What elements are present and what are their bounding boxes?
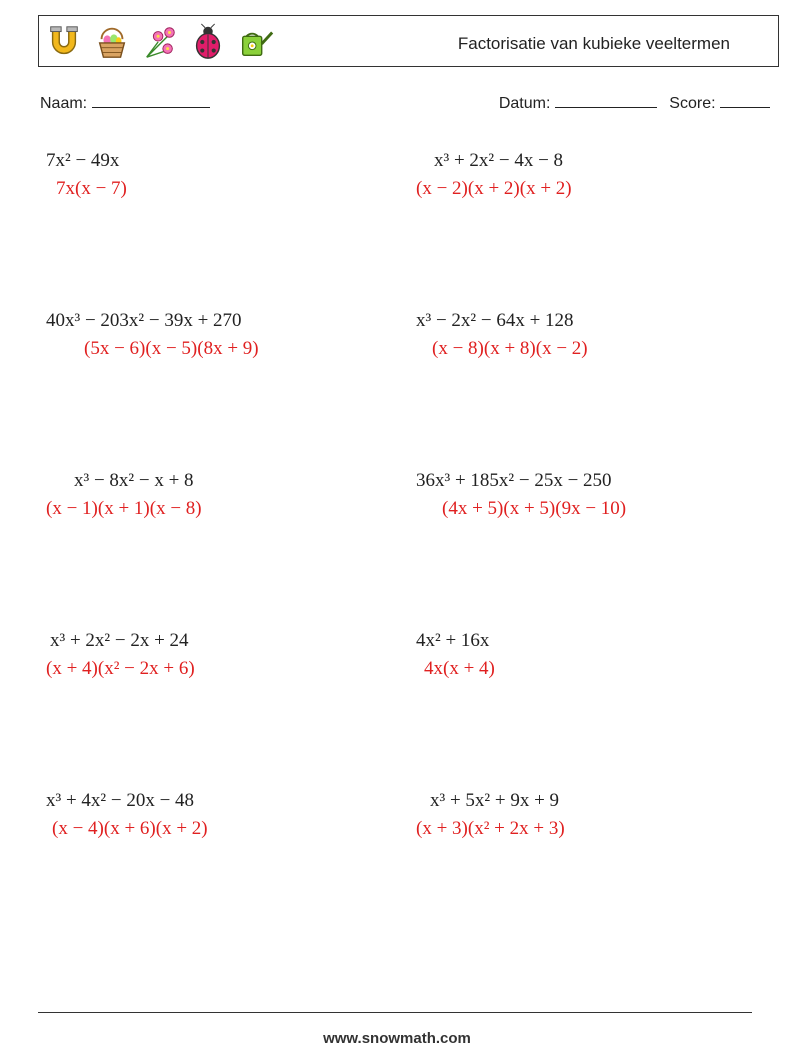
problem-8 [416,630,495,680]
problem-question: x³ + 2x² − 4x − 8 [434,150,564,171]
problem-question: 7x² − 49x [46,150,120,171]
footer-url[interactable]: www.snowmath.com [323,1030,471,1047]
easter-basket-icon [93,23,131,61]
score-label: Score: [669,95,716,112]
problem-question: 4x² + 16x [416,630,490,651]
name-blank[interactable] [92,93,210,108]
problem-question: x³ − 8x² − x + 8 [74,470,194,491]
ladybug-icon [189,23,227,61]
name-field [40,93,210,113]
date-label: Datum: [498,95,551,112]
problem-3 [46,310,259,360]
horseshoe-icon [45,23,83,61]
name-label: Naam: [40,95,88,112]
worksheet-title: Factorisatie van kubieke veeltermen [457,34,730,53]
problem-9 [46,790,208,840]
problem-question: 40x³ − 203x² − 39x + 270 [46,310,242,331]
problem-answer: 7x(x − 7) [56,178,127,199]
date-score-fields [499,93,770,113]
problem-question: 36x³ + 185x² − 25x − 250 [416,470,612,491]
worksheet-header [38,15,779,67]
problem-question: x³ − 2x² − 64x + 128 [416,310,574,331]
problem-answer: (x − 4)(x + 6)(x + 2) [52,818,208,839]
score-blank[interactable] [720,93,770,108]
problem-5 [46,470,202,520]
problem-answer: (x + 4)(x² − 2x + 6) [46,658,195,679]
problem-answer: (5x − 6)(x − 5)(8x + 9) [84,338,259,359]
watering-can-icon [237,23,275,61]
problem-1 [46,150,127,200]
problem-question: x³ + 4x² − 20x − 48 [46,790,195,811]
problem-question: x³ + 2x² − 2x + 24 [50,630,189,651]
problem-answer: (4x + 5)(x + 5)(9x − 10) [442,498,627,519]
footer-divider [38,1012,752,1013]
problem-6 [416,470,626,520]
problem-2 [416,150,572,200]
problem-answer: (x − 2)(x + 2)(x + 2) [416,178,572,199]
problem-10 [416,790,565,840]
date-blank[interactable] [555,93,657,108]
flowers-icon [141,23,179,61]
problem-answer: (x + 3)(x² + 2x + 3) [416,818,565,839]
problem-answer: 4x(x + 4) [424,658,495,679]
problem-question: x³ + 5x² + 9x + 9 [430,790,560,811]
problem-7 [46,630,195,680]
problem-answer: (x − 8)(x + 8)(x − 2) [432,338,588,359]
problem-4 [416,310,588,360]
decorative-icons [45,22,275,62]
problem-answer: (x − 1)(x + 1)(x − 8) [46,498,202,519]
